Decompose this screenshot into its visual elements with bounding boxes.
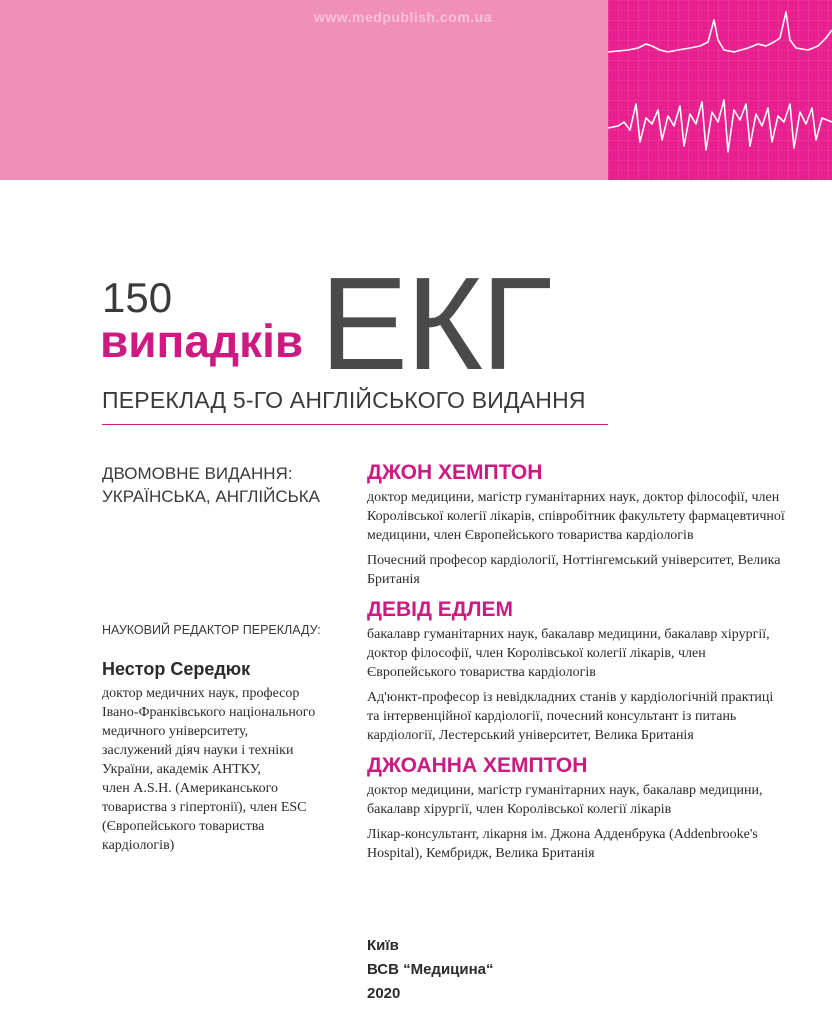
edition-line-2: УКРАЇНСЬКА, АНГЛІЙСЬКА [102,487,321,506]
book-title-ekg: ЕКГ [320,250,551,397]
ecg-trace-icon [608,0,832,180]
editor-bio-line: заслужений діяч науки і техніки [102,743,294,758]
scientific-editor-label: НАУКОВИЙ РЕДАКТОР ПЕРЕКЛАДУ: [102,623,321,637]
imprint-city: Київ [367,937,399,954]
scientific-editor-name: Нестор Середюк [102,659,251,679]
bilingual-edition-note [102,462,320,508]
author-position: Ад'юнкт-професор із невідкладних станів у кардіологічній практиці та інтервенційної кардіології, почесний консультант із питань кардіології, Лестерський університет, Велика Британія [367,690,774,743]
watermark: www.medpublish.com.ua [314,9,493,25]
author-credentials: доктор медицини, магістр гуманітарних наук, бакалавр медицини, бакалавр хірургії, член Королівської колегії лікарів [367,783,763,817]
editor-bio-line: Івано-Франківського національного [102,705,316,720]
editor-bio-line: товариства з гіпертонії), член ESC [102,800,307,815]
case-count: 150 [102,274,173,321]
authors-list [367,460,787,863]
author-credentials: доктор медицини, магістр гуманітарних наук, доктор філософії, член Королівської колегії лікарів, співробітник факультету фармацевтичної медицини, член Європейського товариства кардіологів [367,490,785,543]
imprint-publisher: ВСВ “Медицина“ [367,961,494,978]
author-position: Почесний професор кардіології, Ноттінгемський університет, Велика Британія [367,553,781,587]
imprint-year: 2020 [367,985,401,1002]
cases-word: випадків [100,315,304,367]
editor-bio-line: член A.S.H. (Американського [102,781,278,796]
author-name: ДЖОН ХЕМПТОН [367,461,543,484]
author-block [367,460,787,589]
author-name: ДЖОАННА ХЕМПТОН [367,754,588,777]
author-credentials: бакалавр гуманітарних наук, бакалавр медицини, бакалавр хірургії, доктор філософії, член Королівської колегії лікарів, член Європейського товариства кардіологів [367,627,770,680]
edition-line-1: ДВОМОВНЕ ВИДАННЯ: [102,464,293,483]
author-block [367,597,787,745]
author-name: ДЕВІД ЕДЛЕМ [367,598,513,621]
editor-bio-line: (Європейського товариства [102,819,265,834]
title-divider [102,424,608,425]
publisher-imprint [367,934,494,1006]
edition-subtitle: ПЕРЕКЛАД 5-ГО АНГЛІЙСЬКОГО ВИДАННЯ [102,387,586,413]
author-block [367,753,787,863]
editor-bio-line: медичного університету, [102,724,249,739]
scientific-editor-bio [102,684,352,855]
author-position: Лікар-консультант, лікарня ім. Джона Адденбрука (Addenbrooke's Hospital), Кембридж, Велика Британія [367,827,758,861]
ecg-trace-image [608,0,832,180]
editor-bio-line: України, академік АНТКУ, [102,762,261,777]
editor-bio-line: кардіологів) [102,838,175,853]
editor-bio-line: доктор медичних наук, професор [102,686,300,701]
